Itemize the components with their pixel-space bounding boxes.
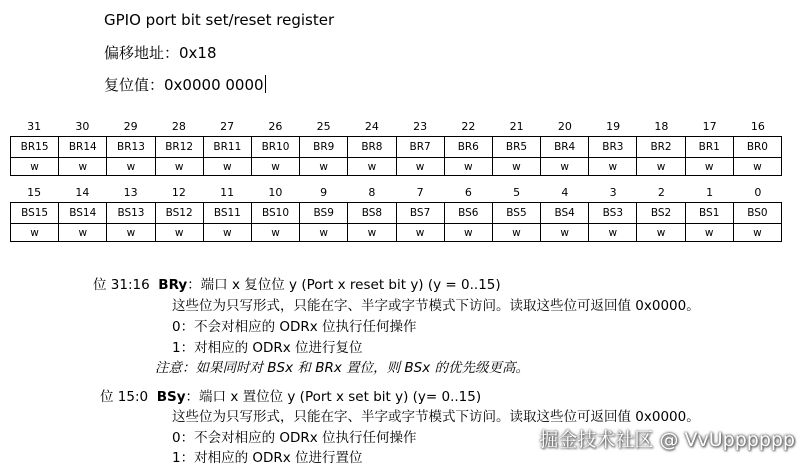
bs-description-line3: 1：对相应的 ODRx 位进行置位 <box>172 450 363 466</box>
access-cell: w <box>59 224 107 242</box>
bit-number: 30 <box>75 120 90 133</box>
reset-label: 复位值： <box>104 76 165 94</box>
access-cell: w <box>107 158 155 176</box>
bit-number: 28 <box>171 120 186 133</box>
reset-value-line <box>104 75 266 95</box>
field-name-cell: BR4 <box>541 137 589 158</box>
bit-number: 0 <box>754 186 762 199</box>
access-cell: w <box>300 158 348 176</box>
access-cell: w <box>492 224 540 242</box>
bit-number: 11 <box>220 186 235 199</box>
access-row-high <box>11 158 782 176</box>
access-cell: w <box>589 158 637 176</box>
bit-number: 8 <box>368 186 376 199</box>
register-table-high <box>10 136 782 176</box>
bit-number: 31 <box>27 120 42 133</box>
access-cell: w <box>589 224 637 242</box>
field-name-cell: BS12 <box>155 203 203 224</box>
field-name-cell: BR14 <box>59 137 107 158</box>
offset-value: 0x18 <box>179 44 217 62</box>
field-name-cell: BS2 <box>637 203 685 224</box>
field-name-cell: BR2 <box>637 137 685 158</box>
bit-number: 19 <box>606 120 621 133</box>
text-cursor <box>265 75 266 93</box>
bit-number: 9 <box>320 186 328 199</box>
access-cell: w <box>541 158 589 176</box>
field-name-cell: BS4 <box>541 203 589 224</box>
field-name-cell: BS6 <box>444 203 492 224</box>
access-cell: w <box>685 224 733 242</box>
access-cell: w <box>251 224 299 242</box>
access-cell: w <box>300 224 348 242</box>
br-note: 注意：如果同时对 BSx 和 BRx 置位，则 BSx 的优先级更高。 <box>155 360 530 376</box>
field-name-cell: BS5 <box>492 203 540 224</box>
bit-number: 23 <box>413 120 428 133</box>
br-field-name: BRy <box>158 277 188 293</box>
access-cell: w <box>637 158 685 176</box>
watermark: 掘金技术社区 @ VvUpppppp <box>539 429 795 451</box>
br-description-title <box>93 276 501 294</box>
access-cell: w <box>11 158 59 176</box>
field-name-cell: BR10 <box>251 137 299 158</box>
bit-number: 17 <box>702 120 717 133</box>
bit-numbers-low <box>10 185 782 201</box>
field-name-cell: BS15 <box>11 203 59 224</box>
access-cell: w <box>348 224 396 242</box>
field-name-cell: BS8 <box>348 203 396 224</box>
bs-description-line1: 这些位为只写形式，只能在字、半字或字节模式下访问。读取这些位可返回值 0x0000。 <box>172 409 700 425</box>
reset-value: 0x0000 0000 <box>164 76 264 94</box>
access-cell: w <box>155 158 203 176</box>
bs-description-line2: 0：不会对相应的 ODRx 位执行任何操作 <box>172 430 417 446</box>
br-description-line3: 1：对相应的 ODRx 位进行复位 <box>172 340 363 356</box>
bit-number: 21 <box>509 120 524 133</box>
field-names-row-high <box>11 137 782 158</box>
access-cell: w <box>107 224 155 242</box>
field-name-cell: BR3 <box>589 137 637 158</box>
access-cell: w <box>155 224 203 242</box>
offset-address <box>104 43 217 63</box>
bs-field-name: BSy <box>156 389 186 405</box>
access-cell: w <box>203 224 251 242</box>
field-name-cell: BR6 <box>444 137 492 158</box>
register-title: GPIO port bit set/reset register <box>104 11 335 29</box>
bit-number: 24 <box>364 120 379 133</box>
field-name-cell: BR11 <box>203 137 251 158</box>
access-cell: w <box>203 158 251 176</box>
access-cell: w <box>444 158 492 176</box>
bit-number: 26 <box>268 120 283 133</box>
bit-number: 12 <box>171 186 186 199</box>
access-cell: w <box>396 224 444 242</box>
bit-number: 20 <box>557 120 572 133</box>
bit-number: 1 <box>706 186 714 199</box>
access-cell: w <box>492 158 540 176</box>
bit-number: 3 <box>609 186 617 199</box>
field-name-cell: BR8 <box>348 137 396 158</box>
field-name-cell: BR1 <box>685 137 733 158</box>
register-table-low <box>10 202 782 242</box>
field-name-cell: BR12 <box>155 137 203 158</box>
field-name-cell: BS13 <box>107 203 155 224</box>
access-cell: w <box>251 158 299 176</box>
bit-number: 14 <box>75 186 90 199</box>
br-description-line2: 0：不会对相应的 ODRx 位执行任何操作 <box>172 319 417 335</box>
field-name-cell: BR0 <box>733 137 781 158</box>
field-name-cell: BR13 <box>107 137 155 158</box>
access-cell: w <box>396 158 444 176</box>
field-name-cell: BS0 <box>733 203 781 224</box>
field-name-cell: BS3 <box>589 203 637 224</box>
bit-number: 27 <box>220 120 235 133</box>
access-cell: w <box>637 224 685 242</box>
offset-label: 偏移地址： <box>104 44 180 62</box>
access-cell: w <box>685 158 733 176</box>
bit-number: 4 <box>561 186 569 199</box>
access-cell: w <box>11 224 59 242</box>
access-cell: w <box>541 224 589 242</box>
bit-number: 10 <box>268 186 283 199</box>
access-row-low <box>11 224 782 242</box>
access-cell: w <box>733 224 781 242</box>
bs-title-rest: ：端口 x 置位位 y (Port x set bit y) (y= 0..15) <box>185 389 482 405</box>
bit-number: 15 <box>27 186 42 199</box>
bit-number: 13 <box>123 186 138 199</box>
bit-number: 2 <box>657 186 665 199</box>
access-cell: w <box>444 224 492 242</box>
access-cell: w <box>348 158 396 176</box>
field-name-cell: BS14 <box>59 203 107 224</box>
bit-number: 22 <box>461 120 476 133</box>
bit-number: 7 <box>416 186 424 199</box>
field-name-cell: BR9 <box>300 137 348 158</box>
bit-number: 29 <box>123 120 138 133</box>
bs-bits-label: 位 15:0 <box>100 389 149 405</box>
bit-number: 16 <box>750 120 765 133</box>
field-name-cell: BR5 <box>492 137 540 158</box>
field-name-cell: BS7 <box>396 203 444 224</box>
br-bits-label: 位 31:16 <box>93 277 150 293</box>
field-name-cell: BR7 <box>396 137 444 158</box>
br-title-rest: ：端口 x 复位位 y (Port x reset bit y) (y = 0..15) <box>187 277 501 293</box>
bit-number: 25 <box>316 120 331 133</box>
field-names-row-low <box>11 203 782 224</box>
access-cell: w <box>733 158 781 176</box>
bit-number: 6 <box>464 186 472 199</box>
bit-number: 18 <box>654 120 669 133</box>
access-cell: w <box>59 158 107 176</box>
field-name-cell: BS11 <box>203 203 251 224</box>
bit-numbers-high <box>10 119 782 135</box>
bs-description-title <box>100 388 481 406</box>
bit-number: 5 <box>513 186 521 199</box>
br-description-line1: 这些位为只写形式，只能在字、半字或字节模式下访问。读取这些位可返回值 0x0000。 <box>172 298 700 314</box>
field-name-cell: BS1 <box>685 203 733 224</box>
field-name-cell: BR15 <box>11 137 59 158</box>
field-name-cell: BS9 <box>300 203 348 224</box>
field-name-cell: BS10 <box>251 203 299 224</box>
